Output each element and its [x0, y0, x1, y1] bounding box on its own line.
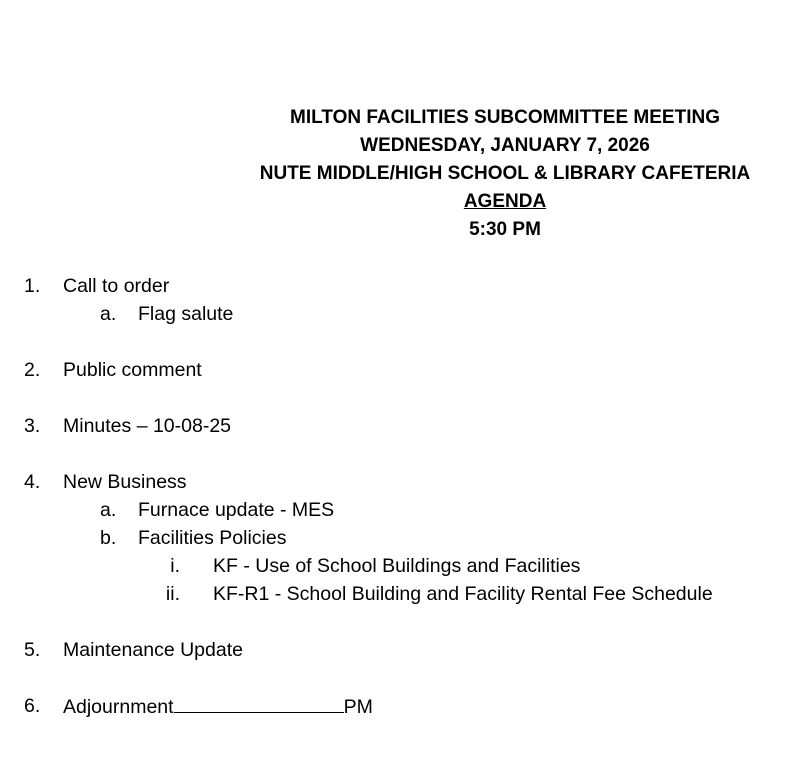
item-number: 2. — [24, 359, 41, 381]
item-text: Call to order — [63, 275, 170, 297]
item-text: KF-R1 - School Building and Facility Rental Fee Schedule — [213, 583, 713, 605]
item-number: b. — [100, 527, 117, 549]
time-suffix: PM — [343, 696, 373, 718]
time-blank — [174, 692, 344, 713]
item-text: Minutes – 10-08-25 — [63, 415, 232, 437]
item-text: KF - Use of School Buildings and Facilities — [213, 555, 581, 577]
item-number: a. — [100, 303, 117, 325]
item-text: New Business — [63, 471, 187, 493]
item-number: 1. — [24, 275, 41, 297]
item-text: Adjournment — [63, 696, 174, 718]
item-text: Facilities Policies — [138, 527, 287, 549]
item-number: 4. — [24, 471, 41, 493]
agenda-header — [210, 104, 800, 244]
agenda-heading: AGENDA — [463, 191, 547, 212]
item-number: a. — [100, 499, 117, 521]
meeting-time: 5:30 PM — [469, 219, 541, 240]
meeting-date: WEDNESDAY, JANUARY 7, 2026 — [360, 135, 650, 156]
item-text: Flag salute — [138, 303, 234, 325]
item-number: i. — [170, 555, 180, 577]
item-text: Public comment — [63, 359, 202, 381]
item-number: ii. — [165, 583, 180, 605]
meeting-title: MILTON FACILITIES SUBCOMMITTEE MEETING — [290, 107, 720, 128]
item-number: 6. — [24, 695, 41, 717]
item-text: Maintenance Update — [63, 639, 243, 661]
item-number: 5. — [24, 639, 41, 661]
item-text: Furnace update - MES — [138, 499, 335, 521]
item-number: 3. — [24, 415, 41, 437]
adjournment-line — [63, 692, 373, 721]
meeting-location: NUTE MIDDLE/HIGH SCHOOL & LIBRARY CAFETERIA — [259, 163, 751, 184]
